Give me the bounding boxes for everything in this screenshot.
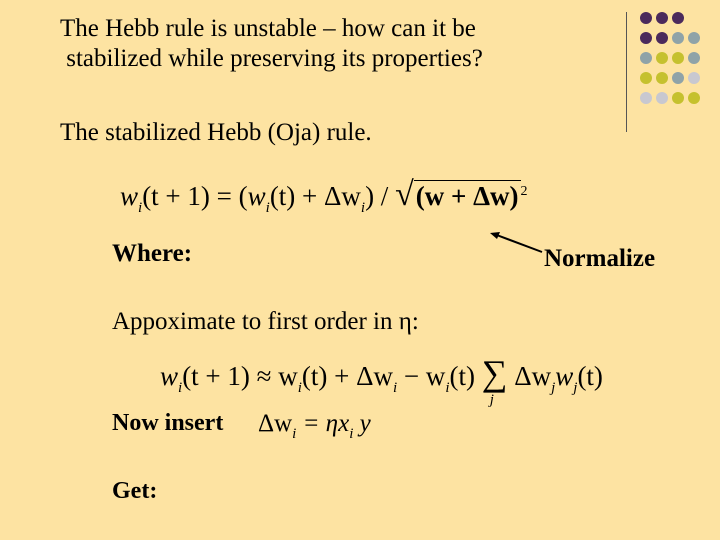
decorative-dot: [656, 72, 668, 84]
eq3-sub-b: i: [349, 426, 354, 442]
eq2-sub-f: j: [573, 380, 578, 396]
sum-symbol: ∑: [481, 353, 508, 393]
eq2-arg-a: (t + 1) ≈ w: [182, 361, 298, 391]
decorative-dot: [672, 52, 684, 64]
decorative-dot: [656, 32, 668, 44]
decorative-dot: [688, 32, 700, 44]
eq1-div: ) /: [365, 181, 389, 211]
decorative-dot: [672, 92, 684, 104]
eq1-lhs-sub: i: [138, 200, 143, 216]
eq2-sub-b: i: [297, 380, 302, 396]
decorative-dot: [640, 92, 652, 104]
get-label: Get:: [112, 478, 158, 504]
oja-normalized-equation: [120, 176, 528, 214]
decorative-dot: [688, 72, 700, 84]
summation: [481, 352, 508, 408]
decorative-dot: [672, 12, 684, 24]
eq1-lhs-arg: (t + 1) = (: [142, 181, 248, 211]
sqrt-body: (w + Δw): [415, 181, 519, 211]
eq1-rhs-sub: i: [265, 200, 270, 216]
decorative-dot: [640, 32, 652, 44]
sqrt-power: 2: [520, 184, 528, 199]
decorative-dot: [640, 52, 652, 64]
eq3-arg-a: = ηx: [296, 410, 350, 437]
eq2-sub-e: j: [551, 380, 556, 396]
eq2-term-a: w: [160, 361, 179, 391]
eq2-sub-d: i: [445, 380, 450, 396]
eq2-arg-g: (t): [577, 361, 603, 391]
eq1-lhs: w: [120, 181, 139, 211]
eq2-arg-c: − w: [397, 361, 446, 391]
decorative-dot: [672, 72, 684, 84]
decorative-dot: [688, 92, 700, 104]
eq2-sub-c: i: [392, 380, 398, 396]
decorative-dot: [656, 92, 668, 104]
slide-subtitle: The stabilized Hebb (Oja) rule.: [60, 119, 372, 146]
divider-line: [626, 12, 627, 132]
eq2-arg-e: Δw: [507, 361, 552, 391]
eq2-sub-a: i: [178, 380, 183, 396]
decorative-dot: [656, 52, 668, 64]
eq3-sub-a: i: [292, 426, 297, 442]
insert-label: Now insert: [112, 410, 224, 436]
eq1-rhs-sub2: i: [360, 200, 366, 216]
decorative-dot: [672, 32, 684, 44]
decorative-dot: [640, 12, 652, 24]
eq1-rhs-w: w: [247, 181, 266, 211]
normalize-label: Normalize: [544, 245, 656, 272]
eq3-term-a: Δw: [258, 410, 293, 437]
eq3-arg-b: y: [353, 410, 371, 437]
first-order-equation: [160, 352, 603, 408]
decorative-dot-grid: [636, 12, 716, 122]
where-label: Where:: [112, 240, 193, 267]
eq2-arg-f: w: [555, 361, 574, 391]
slide-title: The Hebb rule is unstable – how can it be stabilized while preserving its properties?: [60, 15, 483, 72]
eq2-arg-d: (t): [449, 361, 476, 391]
decorative-dot: [640, 72, 652, 84]
decorative-dot: [656, 12, 668, 24]
decorative-dot: [688, 52, 700, 64]
eq2-arg-b: (t) + Δw: [301, 361, 393, 391]
sqrt-sign: √: [395, 176, 414, 213]
approximation-label: Appoximate to first order in η:: [112, 308, 419, 335]
sum-index: j: [489, 392, 494, 408]
normalize-arrow: [488, 228, 548, 258]
hebb-update-equation: [258, 410, 371, 442]
eq1-rhs-arg: (t) + Δw: [269, 181, 361, 211]
